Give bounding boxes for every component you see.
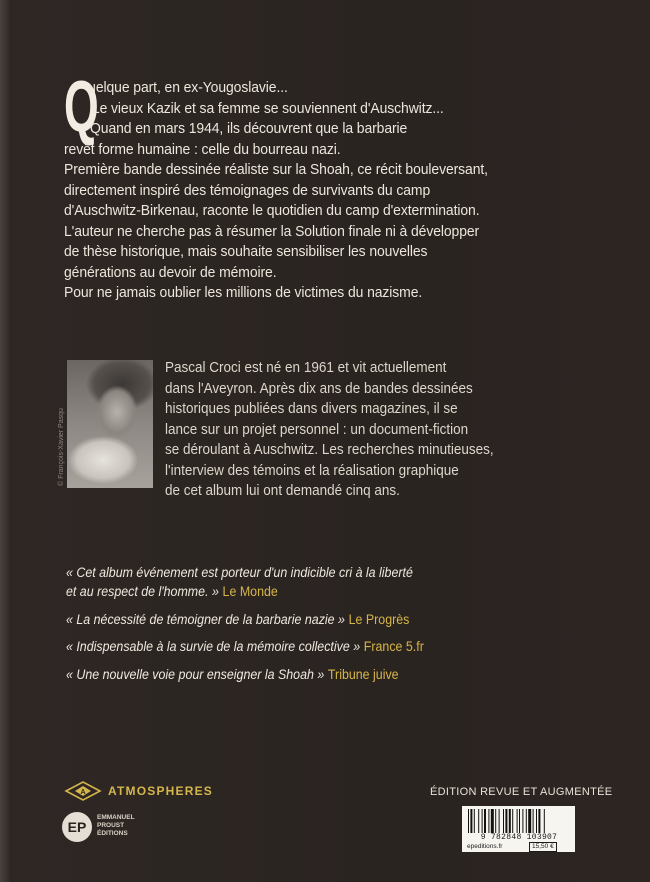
bio-line: l'interview des témoins et la réalisation graphique [165, 461, 459, 479]
synopsis-line: Le vieux Kazik et sa femme se souviennent d'Auschwitz... [91, 99, 444, 117]
bio-line: Pascal Croci est né en 1961 et vit actuellement [165, 359, 447, 376]
author-photo [67, 360, 153, 488]
author-bio [165, 358, 561, 502]
price-tag: 15,50 € [529, 842, 557, 852]
synopsis-line: uelque part, en ex-Yougoslavie... [88, 79, 288, 96]
press-quote [66, 665, 581, 684]
quote-text: « La nécessité de témoigner de la barbarie nazie » [66, 611, 345, 627]
synopsis-line: L'auteur ne cherche pas à résumer la Solution finale ni à développer [64, 222, 480, 240]
drop-cap: Q [64, 67, 99, 147]
barcode-icon [468, 809, 569, 833]
atmospheres-logo-icon [64, 780, 102, 802]
synopsis-text [64, 67, 585, 304]
collection-name: ATMOSPHERES [108, 784, 213, 798]
press-quote [66, 563, 581, 601]
quote-text: « Indispensable à la survie de la mémoire collective » [66, 639, 361, 654]
quote-source: Le Monde [222, 584, 278, 599]
press-quotes [66, 563, 581, 692]
synopsis-line: revêt forme humaine : celle du bourreau nazi. [64, 140, 341, 158]
publisher-logo-icon: EP [62, 812, 92, 842]
barcode-label [462, 806, 575, 852]
publisher-name-line: PROUST [97, 822, 125, 829]
synopsis-line: d'Auschwitz-Birkenau, raconte le quotidien du camp d'extermination. [64, 202, 480, 219]
atmospheres-logo-letter: A [80, 789, 86, 796]
publisher-url: epeditions.fr [467, 843, 503, 850]
bio-line: se déroulant à Auschwitz. Les recherches minutieuses, [165, 441, 494, 458]
press-quote [66, 637, 581, 656]
press-quote [66, 610, 581, 629]
synopsis-line: Première bande dessinée réaliste sur la Shoah, ce récit bouleversant, [64, 161, 488, 178]
quote-text: « Cet album événement est porteur d'un indicible cri à la liberté [66, 565, 413, 580]
isbn-number: 9 782848 103907 [480, 833, 558, 842]
bio-line: lance sur un projet personnel : un document-fiction [165, 420, 469, 438]
bio-line: dans l'Aveyron. Après dix ans de bandes dessinées [165, 379, 473, 397]
publisher-name-line: ÉDITIONS [97, 830, 128, 837]
quote-text: « Une nouvelle voie pour enseigner la Shoah » [66, 666, 325, 682]
bio-line: de cet album lui ont demandé cinq ans. [165, 482, 400, 499]
synopsis-line: Quand en mars 1944, ils découvrent que la barbarie [90, 120, 408, 137]
synopsis-line: de thèse historique, mais souhaite sensibiliser les nouvelles [64, 243, 428, 260]
publisher-name [97, 814, 135, 838]
photo-credit: © François-Xavier Pasqu [58, 408, 65, 486]
edition-label: ÉDITION REVUE ET AUGMENTÉE [430, 786, 613, 798]
bio-line: historiques publiées dans divers magazines, il se [165, 400, 458, 417]
quote-text: et au respect de l'homme. » [66, 584, 219, 599]
synopsis-line: générations au devoir de mémoire. [64, 263, 277, 281]
publisher-name-line: EMMANUEL [97, 814, 135, 821]
quote-source: Tribune juive [327, 666, 399, 682]
synopsis-line: Pour ne jamais oublier les millions de victimes du nazisme. [64, 284, 423, 301]
synopsis-line: directement inspiré des témoignages de survivants du camp [64, 181, 431, 199]
quote-source: Le Progrès [348, 611, 410, 627]
quote-source: France 5.fr [363, 639, 424, 654]
